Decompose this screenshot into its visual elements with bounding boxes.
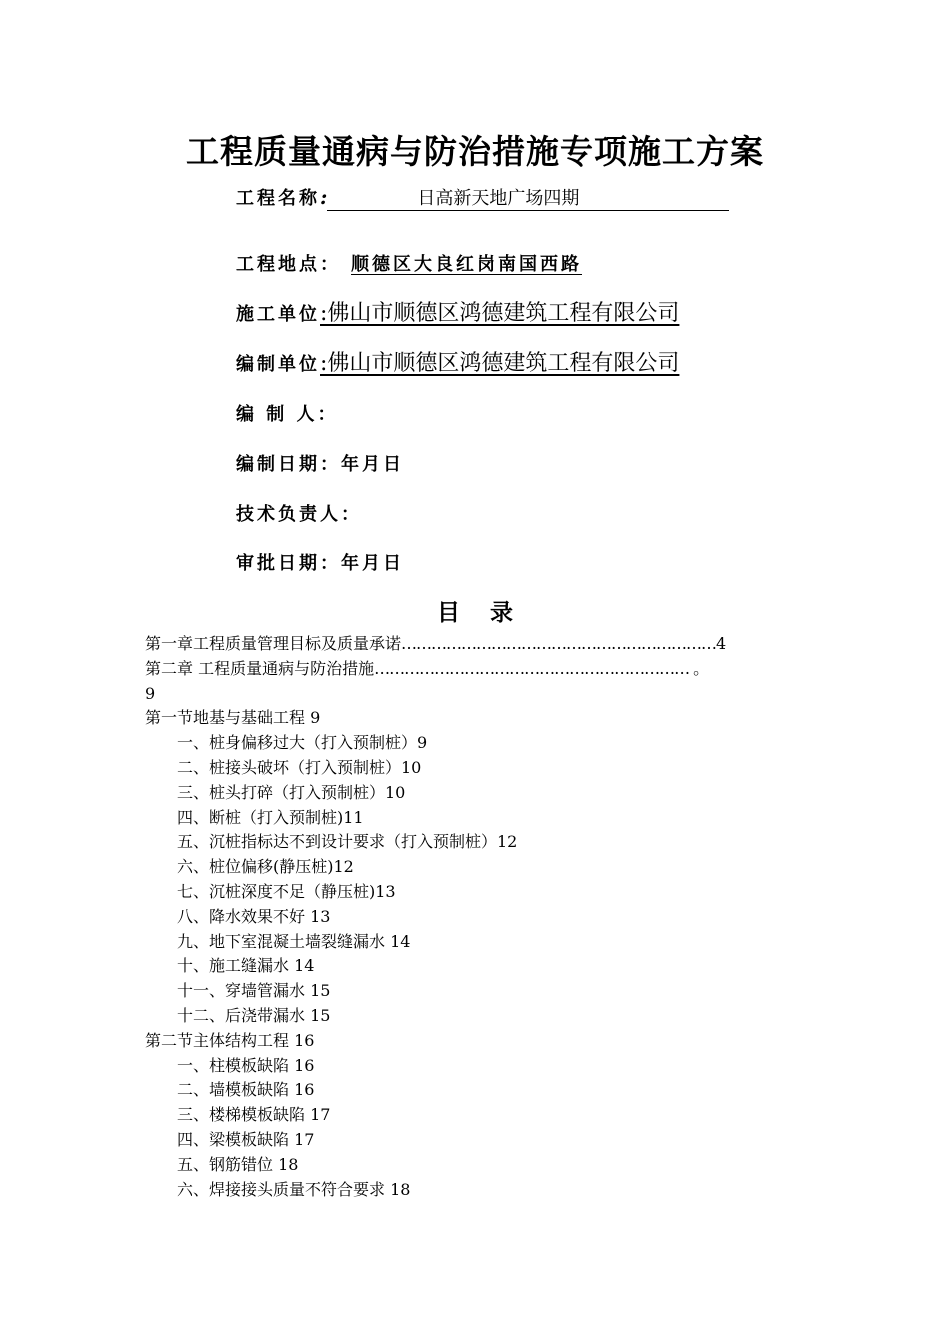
toc-item[interactable]: 九、地下室混凝土墙裂缝漏水 14 [177, 931, 411, 951]
toc-item[interactable]: 六、焊接接头质量不符合要求 18 [177, 1179, 411, 1199]
toc-item[interactable]: 一、桩身偏移过大（打入预制桩）9 [177, 733, 428, 753]
toc-item[interactable]: 二、桩接头破坏（打入预制桩）10 [177, 757, 422, 777]
toc-chapter-1-leader: ……………………………………………………… [401, 634, 717, 653]
editor-row [236, 400, 339, 426]
toc-item[interactable]: 一、柱模板缺陷 16 [177, 1055, 315, 1075]
toc-chapter-2-leader: ……………………………………………………… 。 [374, 658, 709, 678]
toc-item[interactable]: 三、桩头打碎（打入预制桩）10 [177, 782, 406, 802]
tech-lead-label: 技术负责人： [236, 504, 362, 525]
toc-chapter-1[interactable] [145, 632, 835, 657]
edit-date-row [236, 450, 404, 476]
toc-item[interactable]: 四、断桩（打入预制桩)11 [177, 807, 364, 827]
toc-item[interactable]: 八、降水效果不好 13 [177, 906, 331, 926]
toc-title: 目录 [437, 599, 543, 626]
toc-chapter-2-title: 第二章 工程质量通病与防治措施 [145, 658, 375, 678]
edit-date-label: 编制日期： [236, 454, 341, 475]
toc-section-2[interactable]: 第二节主体结构工程 16 [145, 1030, 315, 1050]
toc-item[interactable]: 十、施工缝漏水 14 [177, 956, 315, 976]
approve-date-label: 审批日期： [236, 553, 341, 574]
toc-item[interactable]: 五、沉桩指标达不到设计要求（打入预制桩）12 [177, 832, 518, 852]
toc-chapter-2-page: 9 [145, 683, 156, 703]
edit-date-value: 年月日 [341, 454, 404, 475]
toc-item[interactable]: 十一、穿墙管漏水 15 [177, 981, 331, 1001]
approve-date-row [236, 549, 404, 575]
toc-item[interactable]: 二、墙模板缺陷 16 [177, 1080, 315, 1100]
toc-item[interactable]: 十二、后浇带漏水 15 [177, 1005, 331, 1025]
project-name-row [236, 184, 729, 211]
editor-unit-label: 编制单位 [236, 354, 320, 375]
builder-value: :佛山市顺德区鸿德建筑工程有限公司 [320, 301, 680, 326]
toc-item[interactable]: 七、沉桩深度不足（静压桩)13 [177, 881, 396, 901]
toc-item[interactable]: 五、钢筋错位 18 [177, 1154, 299, 1174]
toc-chapter-2[interactable] [145, 657, 835, 682]
editor-label: 编 制 人： [236, 404, 339, 425]
builder-row [236, 296, 679, 327]
document-title: 工程质量通病与防治措施专项施工方案 [186, 132, 764, 171]
project-name-colon: : [320, 185, 328, 209]
location-value: 顺德区大良红岗南国西路 [351, 254, 582, 275]
toc-section-1[interactable]: 第一节地基与基础工程 9 [145, 708, 321, 728]
location-row [236, 250, 582, 276]
toc-item[interactable]: 四、梁模板缺陷 17 [177, 1129, 315, 1149]
toc-item[interactable]: 三、楼梯模板缺陷 17 [177, 1105, 331, 1125]
toc-chapter-1-page: 4 [716, 634, 727, 653]
toc-chapter-1-title: 第一章工程质量管理目标及质量承诺 [145, 634, 402, 653]
toc-item[interactable]: 六、桩位偏移(静压桩)12 [177, 857, 354, 877]
location-label: 工程地点： [236, 254, 341, 275]
editor-unit-row [236, 346, 679, 377]
approve-date-value: 年月日 [341, 553, 404, 574]
project-name-label: 工程名称 [236, 188, 320, 209]
table-of-contents [145, 632, 835, 1202]
project-name-value: 日高新天地广场四期 [327, 188, 729, 211]
builder-label: 施工单位 [236, 304, 320, 325]
tech-lead-row [236, 500, 362, 526]
editor-unit-value: :佛山市顺德区鸿德建筑工程有限公司 [320, 351, 680, 376]
